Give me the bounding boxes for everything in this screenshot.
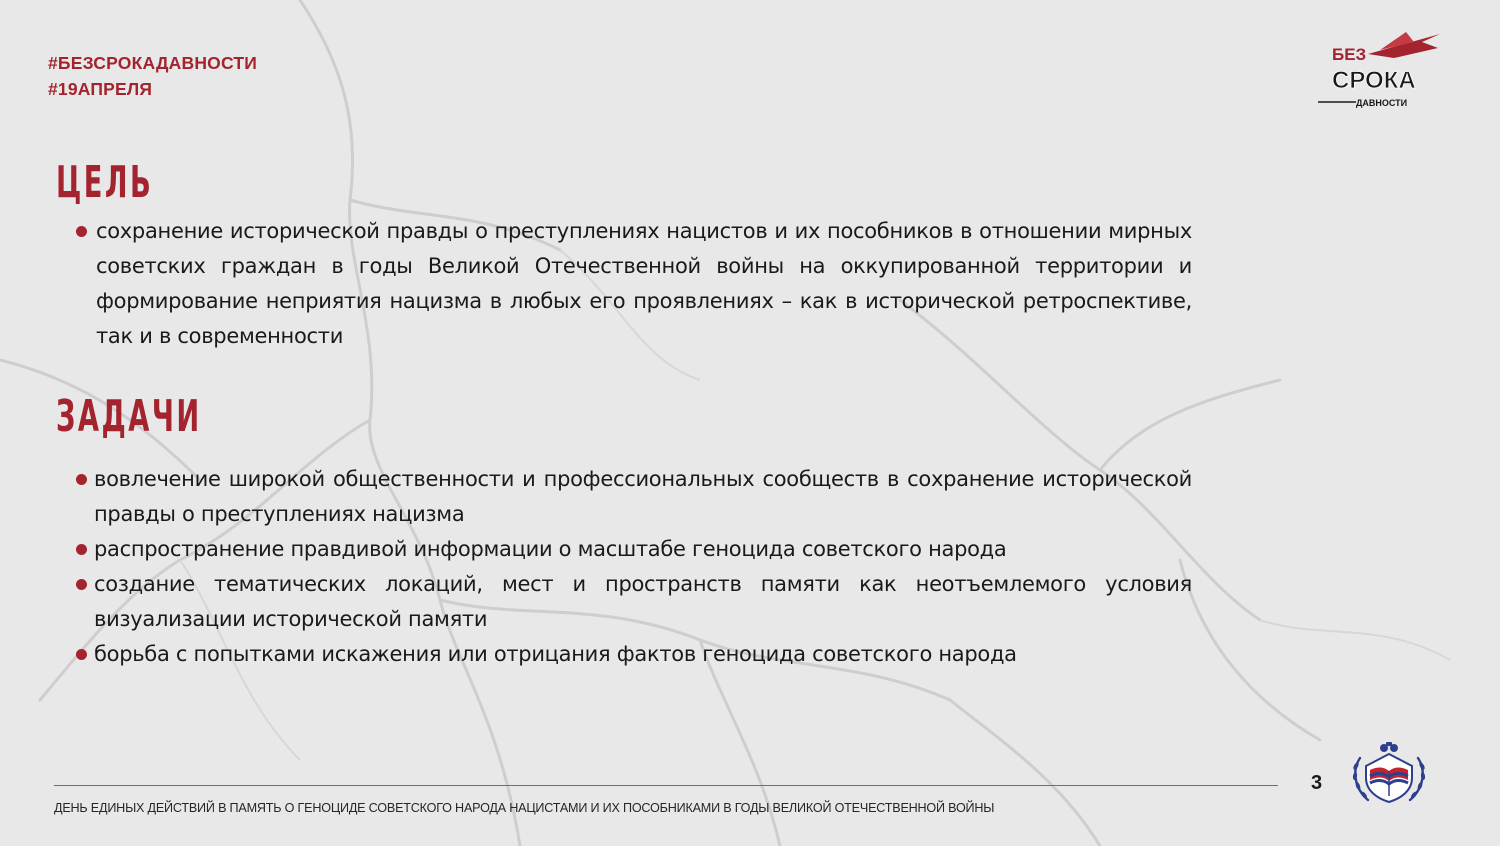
tasks-title: ЗАДАЧИ: [56, 391, 202, 442]
bullet-dot-icon: [76, 226, 87, 237]
goal-title: ЦЕЛЬ: [56, 157, 154, 208]
bez-sroka-davnosti-logo: [1310, 26, 1445, 112]
tasks-list: [74, 462, 1192, 672]
goal-item-text: сохранение исторической правды о преступлениях нацистов и их пособников в отношении мирных советских граждан в годы Великой Отечественной войны на оккупированной территории и формирование неприятия нацизма в любых его проявлениях – как в исторической ретроспективе, так и в современности: [96, 219, 1192, 348]
logo-line-3: ДАВНОСТИ: [1356, 98, 1408, 108]
bullet-dot-icon: [76, 579, 87, 590]
bullet-dot-icon: [76, 544, 87, 555]
task-item: [74, 567, 1192, 637]
page-number: 3: [1311, 772, 1323, 794]
bullet-dot-icon: [76, 649, 87, 660]
task-item: [74, 532, 1192, 567]
footer-divider: [54, 785, 1278, 786]
task-item-text: создание тематических локаций, мест и пространств памяти как неотъемлемого условия визуализации исторической памяти: [94, 572, 1192, 631]
bullet-dot-icon: [76, 474, 87, 485]
task-item-text: распространение правдивой информации о масштабе геноцида советского народа: [94, 537, 1007, 561]
footer-caption: ДЕНЬ ЕДИНЫХ ДЕЙСТВИЙ В ПАМЯТЬ О ГЕНОЦИДЕ СОВЕТСКОГО НАРОДА НАЦИСТАМИ И ИХ ПОСОБНИКАМИ В ГОДЫ ВЕЛИКОЙ ОТЕЧЕСТВЕННОЙ ВОЙНЫ: [54, 801, 995, 815]
logo-line-1: БЕЗ: [1332, 45, 1367, 64]
task-item: [74, 462, 1192, 532]
hashtag-bez-sroka[interactable]: #БЕЗСРОКАДАВНОСТИ: [48, 53, 258, 73]
logo-line-2: СРОКА: [1332, 67, 1416, 94]
goal-item: [74, 214, 1192, 354]
hashtag-19-aprelya[interactable]: #19АПРЕЛЯ: [48, 79, 153, 99]
ministry-emblem-icon: [1346, 740, 1432, 808]
task-item-text: вовлечение широкой общественности и профессиональных сообществ в сохранение исторической правды о преступлениях нацизма: [94, 467, 1192, 526]
task-item: [74, 637, 1192, 672]
goal-list: [74, 214, 1192, 354]
task-item-text: борьба с попытками искажения или отрицания фактов геноцида советского народа: [94, 642, 1017, 666]
hashtags: [48, 50, 257, 102]
